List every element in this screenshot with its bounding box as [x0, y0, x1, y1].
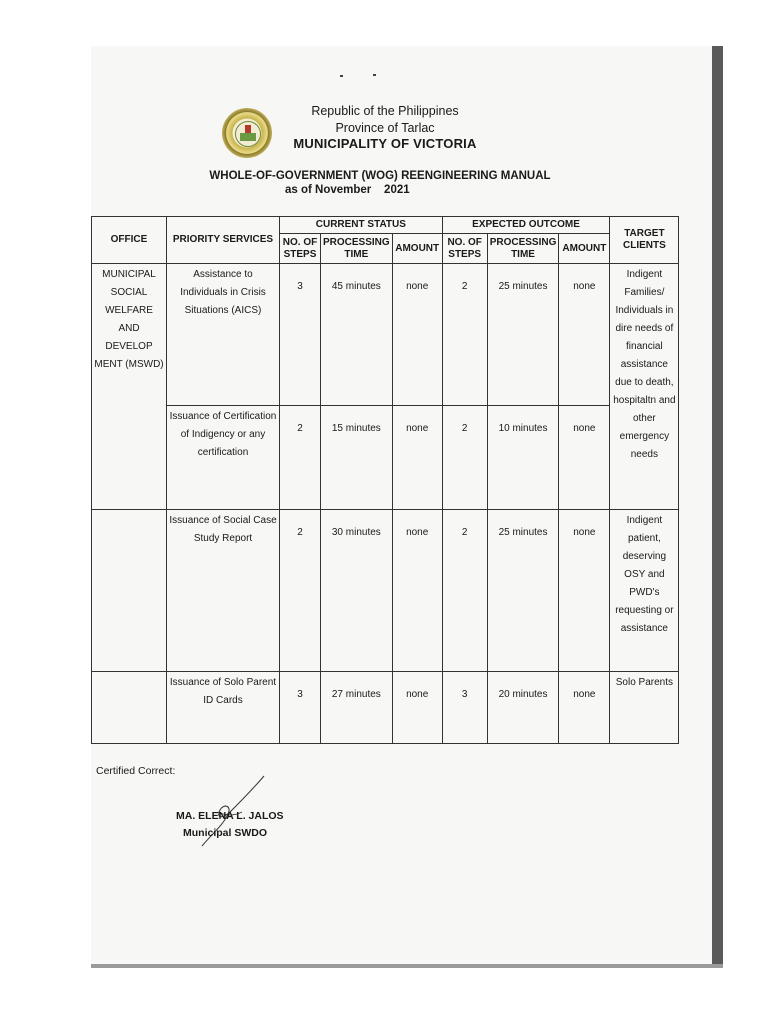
document-title: WHOLE-OF-GOVERNMENT (WOG) REENGINEERING MANUAL — [209, 170, 551, 182]
exp-time-cell: 25 minutes — [487, 510, 559, 672]
exp-steps-cell: 2 — [442, 510, 487, 672]
target-cell: Indigent Families/ Individuals in dire needs of financial assistance due to death, hospitaltn and other emergency needs — [610, 264, 679, 510]
header-municipality: MUNICIPALITY OF VICTORIA — [293, 136, 477, 151]
certified-label: Certified Correct: — [96, 765, 176, 777]
exp-time-cell: 20 minutes — [487, 672, 559, 744]
table-row — [92, 672, 679, 744]
office-empty-cell — [92, 510, 167, 672]
service-cell: Issuance of Social Case Study Report — [167, 510, 280, 672]
header-cur-time: PROCESSING TIME — [321, 234, 393, 264]
header-cur-amount: AMOUNT — [392, 234, 442, 264]
exp-amount-cell: none — [559, 264, 610, 406]
header-priority-services: PRIORITY SERVICES — [167, 217, 280, 264]
table-row — [92, 264, 679, 406]
header-province: Province of Tarlac — [335, 121, 435, 135]
header-target-clients: TARGET CLIENTS — [610, 217, 679, 264]
table-row — [92, 510, 679, 672]
exp-amount-cell: none — [559, 510, 610, 672]
header-cur-steps: NO. OF STEPS — [280, 234, 321, 264]
scan-speck — [373, 74, 376, 76]
scan-speck — [340, 75, 343, 77]
exp-steps-cell: 2 — [442, 264, 487, 406]
header-exp-time: PROCESSING TIME — [487, 234, 559, 264]
header-expected-outcome: EXPECTED OUTCOME — [442, 217, 610, 234]
table-row — [92, 406, 679, 510]
exp-time-cell: 25 minutes — [487, 264, 559, 406]
header-current-status: CURRENT STATUS — [280, 217, 443, 234]
scan-edge-right — [712, 46, 723, 968]
cur-steps-cell: 3 — [280, 672, 321, 744]
service-cell: Assistance to Individuals in Crisis Situations (AICS) — [167, 264, 280, 406]
cur-steps-cell: 3 — [280, 264, 321, 406]
signatory-position: Municipal SWDO — [183, 827, 267, 839]
cur-time-cell: 27 minutes — [321, 672, 393, 744]
service-cell: Issuance of Solo Parent ID Cards — [167, 672, 280, 744]
cur-steps-cell: 2 — [280, 510, 321, 672]
header-office: OFFICE — [92, 217, 167, 264]
exp-amount-cell: none — [559, 672, 610, 744]
cur-time-cell: 45 minutes — [321, 264, 393, 406]
header-republic: Republic of the Philippines — [311, 104, 459, 118]
cur-time-cell: 15 minutes — [321, 406, 393, 510]
reengineering-table — [91, 216, 679, 744]
exp-amount-cell: none — [559, 406, 610, 510]
cur-amount-cell: none — [392, 510, 442, 672]
target-cell: Solo Parents — [610, 672, 679, 744]
header-exp-amount: AMOUNT — [559, 234, 610, 264]
office-empty-cell — [92, 672, 167, 744]
exp-steps-cell: 3 — [442, 672, 487, 744]
exp-steps-cell: 2 — [442, 406, 487, 510]
target-cell: Indigent patient, deserving OSY and PWD's requesting or assistance — [610, 510, 679, 672]
cur-amount-cell: none — [392, 264, 442, 406]
document-date: as of November 2021 — [285, 184, 410, 196]
office-cell: MUNICIPAL SOCIAL WELFARE AND DEVELOP MENT (MSWD) — [92, 264, 167, 510]
cur-amount-cell: none — [392, 672, 442, 744]
header-exp-steps: NO. OF STEPS — [442, 234, 487, 264]
service-cell: Issuance of Certification of Indigency or any certification — [167, 406, 280, 510]
cur-time-cell: 30 minutes — [321, 510, 393, 672]
exp-time-cell: 10 minutes — [487, 406, 559, 510]
scan-edge-bottom — [91, 964, 723, 968]
signatory-name: MA. ELENA L. JALOS — [176, 810, 284, 822]
cur-steps-cell: 2 — [280, 406, 321, 510]
cur-amount-cell: none — [392, 406, 442, 510]
